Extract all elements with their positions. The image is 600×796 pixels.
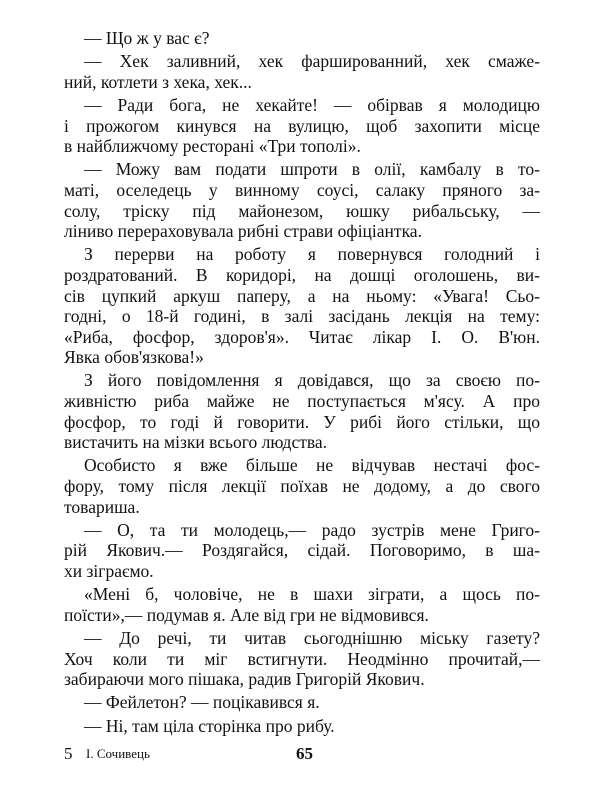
paragraph (64, 628, 540, 690)
text-line: — Можу вам подати шпроти в олії, камбалу в то- (84, 159, 540, 180)
paragraph (64, 716, 540, 737)
paragraph (64, 51, 540, 92)
text-line: поїсти»,— подумав я. Але від гри не відмовився. (64, 604, 429, 625)
text-line: — Що ж у вас є? (84, 28, 210, 48)
text-line: — Ні, там ціла сторінка про рибу. (84, 715, 335, 736)
text-line: товариша. (64, 496, 140, 517)
text-line: живністю риба майже не поступається м'ясу. А про (64, 391, 540, 412)
text-line: ний, котлети з хека, хек... (64, 71, 252, 92)
text-line: фосфор, то годі й говорити. У рибі його стільки, що (64, 411, 540, 432)
text-line: Хоч коли ти міг встигнути. Неодмінно прочитай,— (64, 648, 540, 669)
signature-text: І. Сочивець (86, 746, 150, 761)
text-line: в найближчому ресторані «Три тополі». (64, 136, 361, 157)
paragraph (64, 692, 540, 713)
text-line: забираючи мого пішака, радив Григорій Якович. (64, 669, 425, 690)
text-line: хи зіграємо. (64, 561, 154, 581)
text-line: маті, оселедець у винному соусі, салаку пряного за- (64, 179, 540, 200)
text-line: фору, тому після лекції поїхав не додому, а до свого (64, 476, 540, 497)
text-line: ліниво перераховувала рибні страви офіціантка. (64, 221, 422, 242)
paragraph (64, 455, 540, 517)
text-line: роздратований. В коридорі, на дошці оголошень, ви- (64, 264, 540, 285)
paragraph (64, 520, 540, 582)
paragraph (64, 95, 540, 157)
text-line: — До речі, ти читав сьогоднішню міську газету? (84, 627, 540, 648)
text-line: Явка обов'язкова!» (64, 347, 204, 368)
text-line: — Хек заливний, хек фаршированний, хек смаже- (84, 51, 540, 72)
text-line: Особисто я вже більше не відчував нестачі фос- (84, 455, 540, 476)
text-line: З перерви на роботу я повернувся голодний і (84, 244, 540, 265)
paragraph (64, 159, 540, 241)
paragraph (64, 244, 540, 368)
paragraph (64, 28, 540, 49)
text-line: годні, о 18-й годині, в залі засідань лекція на тему: (64, 306, 540, 327)
text-line: і прожогом кинувся на вулицю, щоб захопити місце (64, 115, 540, 136)
text-line: — Фейлетон? — поцікавився я. (84, 692, 320, 713)
paragraph (64, 584, 540, 625)
signature-number: 5 (64, 744, 73, 763)
page-footer (64, 744, 540, 768)
text-line: солу, тріску під майонезом, юшку рибальську, — (64, 200, 540, 221)
text-line: «Мені б, чоловіче, не в шахи зіграти, а щось по- (84, 584, 540, 605)
text-line: З його повідомлення я довідався, що за своєю по- (84, 370, 540, 391)
page-number: 65 (296, 744, 313, 763)
text-line: «Риба, фосфор, здоров'я». Читає лікар І. О. В'юн. (64, 326, 540, 347)
text-line: рій Якович.— Роздягайся, сідай. Поговоримо, в ша- (64, 540, 540, 561)
page-body (64, 28, 540, 739)
text-line: вистачить на мізки всього людства. (64, 432, 328, 453)
paragraph (64, 370, 540, 452)
text-line: — О, та ти молодець,— радо зустрів мене Григо- (84, 519, 540, 540)
text-line: — Ради бога, не хекайте! — обірвав я молодицю (84, 94, 540, 115)
text-line: сів цупкий аркуш паперу, а на ньому: «Увага! Сьо- (64, 285, 540, 306)
